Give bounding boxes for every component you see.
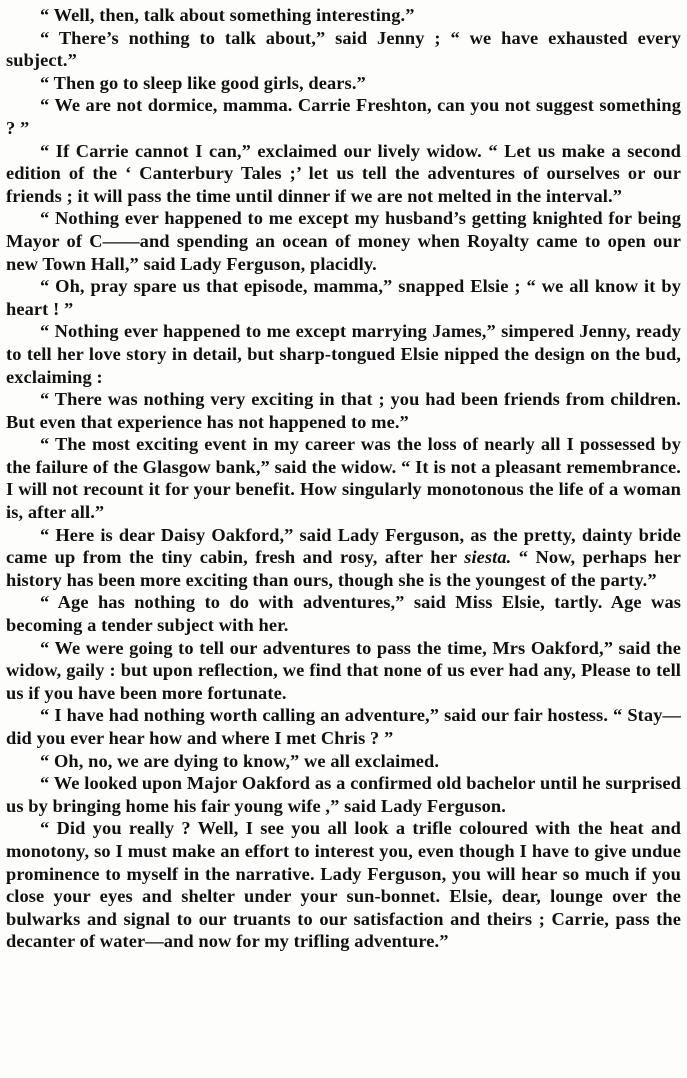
- paragraph-16: “ We looked upon Major Oakford as a confirmed old bachelor until he surprised us by bringing home his fair young wife ,” said Lady Ferguson.: [6, 773, 681, 816]
- paragraph-2: “ There’s nothing to talk about,” said Jenny ; “ we have exhausted every subject.”: [6, 27, 681, 71]
- paragraph-8: “ Nothing ever happened to me except marrying James,” simpered Jenny, ready to tell her love story in detail, but sharp-tongued Elsie nipped the design on the bud, exclaiming :: [6, 321, 681, 387]
- paragraph-12: “ Age has nothing to do with adventures,” said Miss Elsie, tartly. Age was becoming a tender subject with her.: [6, 592, 681, 636]
- paragraph-17: “ Did you really ? Well, I see you all look a trifle coloured with the heat and monotony, so I must make an effort to interest you, even though I have to give undue prominence to myself in the narrative. Lady Ferguson, you will hear so much if you close your eyes and shelter under your sun-bonnet. Elsie, dear, lounge over the bulwarks and signal to our truants to our satisfaction and theirs ; Carrie, pass the decanter of water—and now for my trifling adventure.”: [6, 818, 681, 952]
- paragraph-6: “ Nothing ever happened to me except my husband’s getting knighted for being Mayor of C——and spending an ocean of money when Royalty came to open our new Town Hall,” said Lady Ferguson, placidly.: [6, 208, 681, 274]
- paragraph-10: “ The most exciting event in my career was the loss of nearly all I possessed by the failure of the Glasgow bank,” said the widow. “ It is not a pleasant remembrance. I will not recount it for your benefit. How singularly monotonous the life of a woman is, after all.”: [6, 434, 681, 523]
- paragraph-13: “ We were going to tell our adventures to pass the time, Mrs Oakford,” said the widow, gaily : but upon reflection, we find that none of us ever had any, Please to tell us if you have been more fortunate.: [6, 637, 681, 703]
- paragraph-1: “ Well, then, talk about something interesting.”: [40, 5, 415, 25]
- paragraph-3: “ Then go to sleep like good girls, dears.”: [40, 72, 366, 93]
- paragraph-5: “ If Carrie cannot I can,” exclaimed our lively widow. “ Let us make a second edition of the ‘ Canterbury Tales ;’ let us tell the adventures of ourselves or our friends ; it will pass the time until dinner if we are not melted in the interval.”: [6, 140, 681, 206]
- paragraph-11: [6, 524, 681, 592]
- paragraph-9: “ There was nothing very exciting in that ; you had been friends from children. But even that experience has not happened to me.”: [6, 389, 681, 432]
- paragraph-11-text-before: “ Here is dear Daisy Oakford,” said Lady Ferguson, as the pretty, dainty bride came up from the tiny cabin, fresh and rosy, after her: [6, 524, 681, 568]
- paragraph-7: “ Oh, pray spare us that episode, mamma,” snapped Elsie ; “ we all know it by heart ! ”: [6, 276, 681, 319]
- paragraph-11-italic-word: siesta.: [464, 547, 512, 568]
- paragraph-15: “ Oh, no, we are dying to know,” we all exclaimed.: [40, 750, 440, 771]
- paragraph-11-text-after: “ Now, perhaps her history has been more exciting than ours, though she is the youngest of the party.”: [6, 547, 681, 590]
- paragraph-4: “ We are not dormice, mamma. Carrie Freshton, can you not suggest something ? ”: [6, 95, 681, 138]
- paragraph-14: “ I have had nothing worth calling an adventure,” said our fair hostess. “ Stay—did you ever hear how and where I met Chris ? ”: [6, 705, 681, 748]
